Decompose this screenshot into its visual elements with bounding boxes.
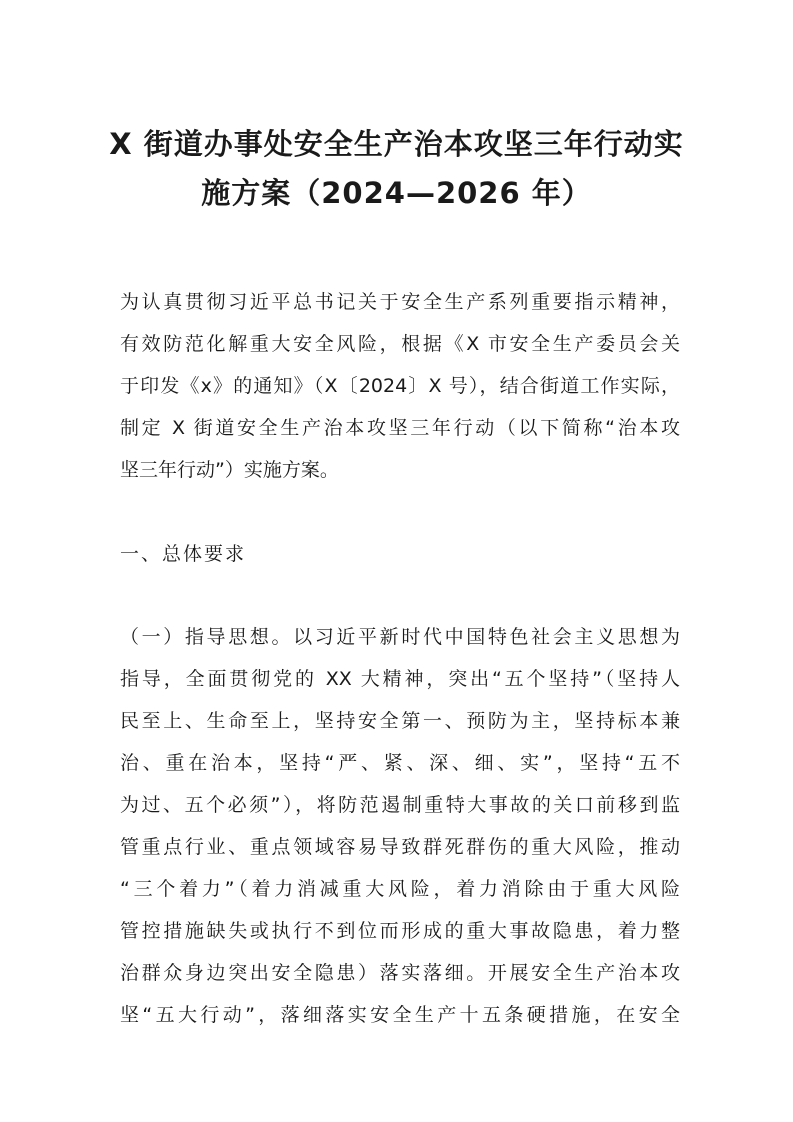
document-title-line-1: X 街道办事处安全生产治本攻坚三年行动实: [109, 127, 684, 161]
section-para-line: 治、重在治本，坚持“严、紧、深、细、实”，坚持“五不: [120, 752, 680, 774]
section-para-line: 治群众身边突出安全隐患）落实落细。开展安全生产治本攻: [120, 962, 680, 984]
section-para-line: 为过、五个必须”），将防范遏制重特大事故的关口前移到监: [120, 794, 680, 816]
section-para-line: （一）指导思想。以习近平新时代中国特色社会主义思想为: [120, 626, 680, 648]
intro-line: 为认真贯彻习近平总书记关于安全生产系列重要指示精神，: [120, 291, 680, 313]
section-para-line: 指导，全面贯彻党的 XX 大精神，突出“五个坚持”（坚持人: [120, 668, 680, 690]
intro-line: 坚三年行动”）实施方案。: [120, 459, 339, 481]
section-para-line: 坚“五大行动”，落细落实安全生产十五条硬措施，在安全: [120, 1004, 680, 1026]
intro-line: 于印发《x》的通知》（X〔2024〕X 号），结合街道工作实际，: [120, 375, 680, 397]
document-title-line-2: 施方案（2024—2026 年）: [201, 176, 592, 210]
section-para-line: 管重点行业、重点领域容易导致群死群伤的重大风险，推动: [120, 836, 680, 858]
section-para-line: 管控措施缺失或执行不到位而形成的重大事故隐患，着力整: [120, 920, 680, 942]
intro-line: 制定 X 街道安全生产治本攻坚三年行动（以下简称“治本攻: [120, 417, 680, 439]
section-heading: 一、总体要求: [120, 543, 247, 565]
section-para-line: 民至上、生命至上，坚持安全第一、预防为主，坚持标本兼: [120, 710, 680, 732]
intro-line: 有效防范化解重大安全风险，根据《X 市安全生产委员会关: [120, 333, 680, 355]
section-para-line: “三个着力”（着力消减重大风险，着力消除由于重大风险: [120, 878, 680, 900]
